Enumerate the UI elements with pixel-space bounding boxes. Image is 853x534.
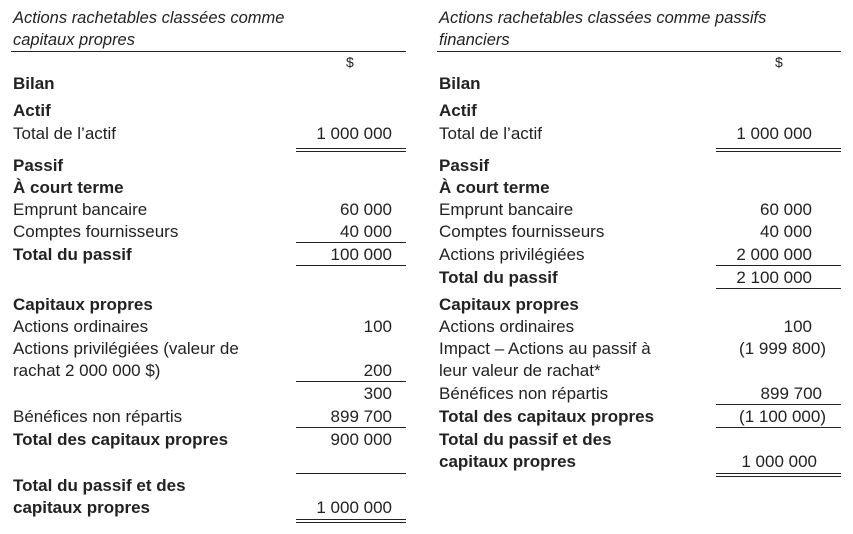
left-benefices-rule xyxy=(296,427,406,428)
right-total-actif-value: 1 000 000 xyxy=(736,124,812,143)
left-ordinaires-value: 100 xyxy=(363,317,392,336)
left-bilan-heading: Bilan xyxy=(13,74,55,93)
left-benefices-value: 899 700 xyxy=(330,407,392,426)
right-fournisseurs-value: 40 000 xyxy=(760,222,812,241)
right-title-line-1: Actions rachetables classées comme passifs xyxy=(439,9,767,27)
left-grand-total-double-rule xyxy=(296,519,406,523)
left-total-passif-cp-label-line-2: capitaux propres xyxy=(13,498,150,517)
left-capital-subtotal-rule xyxy=(296,381,406,382)
right-capitaux-heading: Capitaux propres xyxy=(439,295,579,314)
left-total-passif-cp-label-line-1: Total du passif et des xyxy=(13,476,186,495)
left-total-cp-label: Total des capitaux propres xyxy=(13,430,229,449)
right-privilegiees-label: Actions privilégiées xyxy=(439,245,585,264)
left-emprunt-label: Emprunt bancaire xyxy=(13,200,148,219)
right-impact-value: (1 999 800) xyxy=(739,339,826,358)
left-fournisseurs-value: 40 000 xyxy=(340,222,392,241)
right-emprunt-label: Emprunt bancaire xyxy=(439,200,574,219)
right-actif-heading: Actif xyxy=(439,101,477,120)
right-total-actif-double-rule xyxy=(716,148,841,152)
left-total-cp-value: 900 000 xyxy=(330,430,392,449)
right-benefices-value: 899 700 xyxy=(760,384,822,403)
right-total-passif-value: 2 100 000 xyxy=(736,268,812,287)
right-total-passif-cp-label-line-1: Total du passif et des xyxy=(439,430,612,449)
left-total-passif-rule xyxy=(296,265,406,266)
left-currency-symbol: $ xyxy=(346,54,354,70)
right-bilan-heading: Bilan xyxy=(439,74,481,93)
right-privilegiees-value: 2 000 000 xyxy=(736,245,812,264)
left-passif-heading: Passif xyxy=(13,156,64,175)
right-grand-total-double-rule xyxy=(716,473,841,477)
left-total-passif-value: 100 000 xyxy=(330,245,392,264)
left-privilegiees-label-line-2: rachat 2 000 000 $) xyxy=(13,361,161,380)
right-passif-heading: Passif xyxy=(439,156,490,175)
right-total-passif-label: Total du passif xyxy=(439,268,558,287)
left-actif-heading: Actif xyxy=(13,101,51,120)
left-total-cp-rule xyxy=(296,473,406,474)
left-total-passif-label: Total du passif xyxy=(13,245,132,264)
left-privilegiees-label-line-1: Actions privilégiées (valeur de xyxy=(13,339,239,358)
left-privilegiees-value: 200 xyxy=(363,361,392,380)
left-total-passif-cp-value: 1 000 000 xyxy=(316,498,392,517)
right-total-cp-rule xyxy=(716,427,841,428)
left-capital-subtotal-value: 300 xyxy=(363,384,392,403)
right-emprunt-value: 60 000 xyxy=(760,200,812,219)
right-total-passif-rule xyxy=(716,288,841,289)
left-benefices-label: Bénéfices non répartis xyxy=(13,407,183,426)
left-total-actif-label: Total de l’actif xyxy=(13,124,116,143)
left-total-actif-value: 1 000 000 xyxy=(316,124,392,143)
right-impact-label-line-1: Impact – Actions au passif à xyxy=(439,339,651,358)
right-ordinaires-value: 100 xyxy=(783,317,812,336)
right-ordinaires-label: Actions ordinaires xyxy=(439,317,575,336)
left-total-actif-double-rule xyxy=(296,148,406,152)
right-benefices-label: Bénéfices non répartis xyxy=(439,384,609,403)
right-title-line-2: financiers xyxy=(439,31,510,49)
right-court-terme-heading: À court terme xyxy=(439,178,550,197)
right-benefices-rule xyxy=(716,404,841,405)
right-impact-label-line-2: leur valeur de rachat* xyxy=(439,361,601,380)
right-currency-symbol: $ xyxy=(775,54,783,70)
right-subtotal-rule xyxy=(716,265,841,266)
left-title-line-2: capitaux propres xyxy=(13,31,135,49)
left-capitaux-heading: Capitaux propres xyxy=(13,295,153,314)
right-total-passif-cp-value: 1 000 000 xyxy=(741,452,817,471)
left-fournisseurs-label: Comptes fournisseurs xyxy=(13,222,179,241)
left-title-line-1: Actions rachetables classées comme xyxy=(13,9,285,27)
right-total-cp-label: Total des capitaux propres xyxy=(439,407,655,426)
right-fournisseurs-label: Comptes fournisseurs xyxy=(439,222,605,241)
left-ordinaires-label: Actions ordinaires xyxy=(13,317,149,336)
right-total-cp-value: (1 100 000) xyxy=(739,407,826,426)
right-total-passif-cp-label-line-2: capitaux propres xyxy=(439,452,576,471)
left-court-terme-heading: À court terme xyxy=(13,178,124,197)
left-subtotal-rule xyxy=(296,242,406,243)
left-emprunt-value: 60 000 xyxy=(340,200,392,219)
right-total-actif-label: Total de l’actif xyxy=(439,124,542,143)
